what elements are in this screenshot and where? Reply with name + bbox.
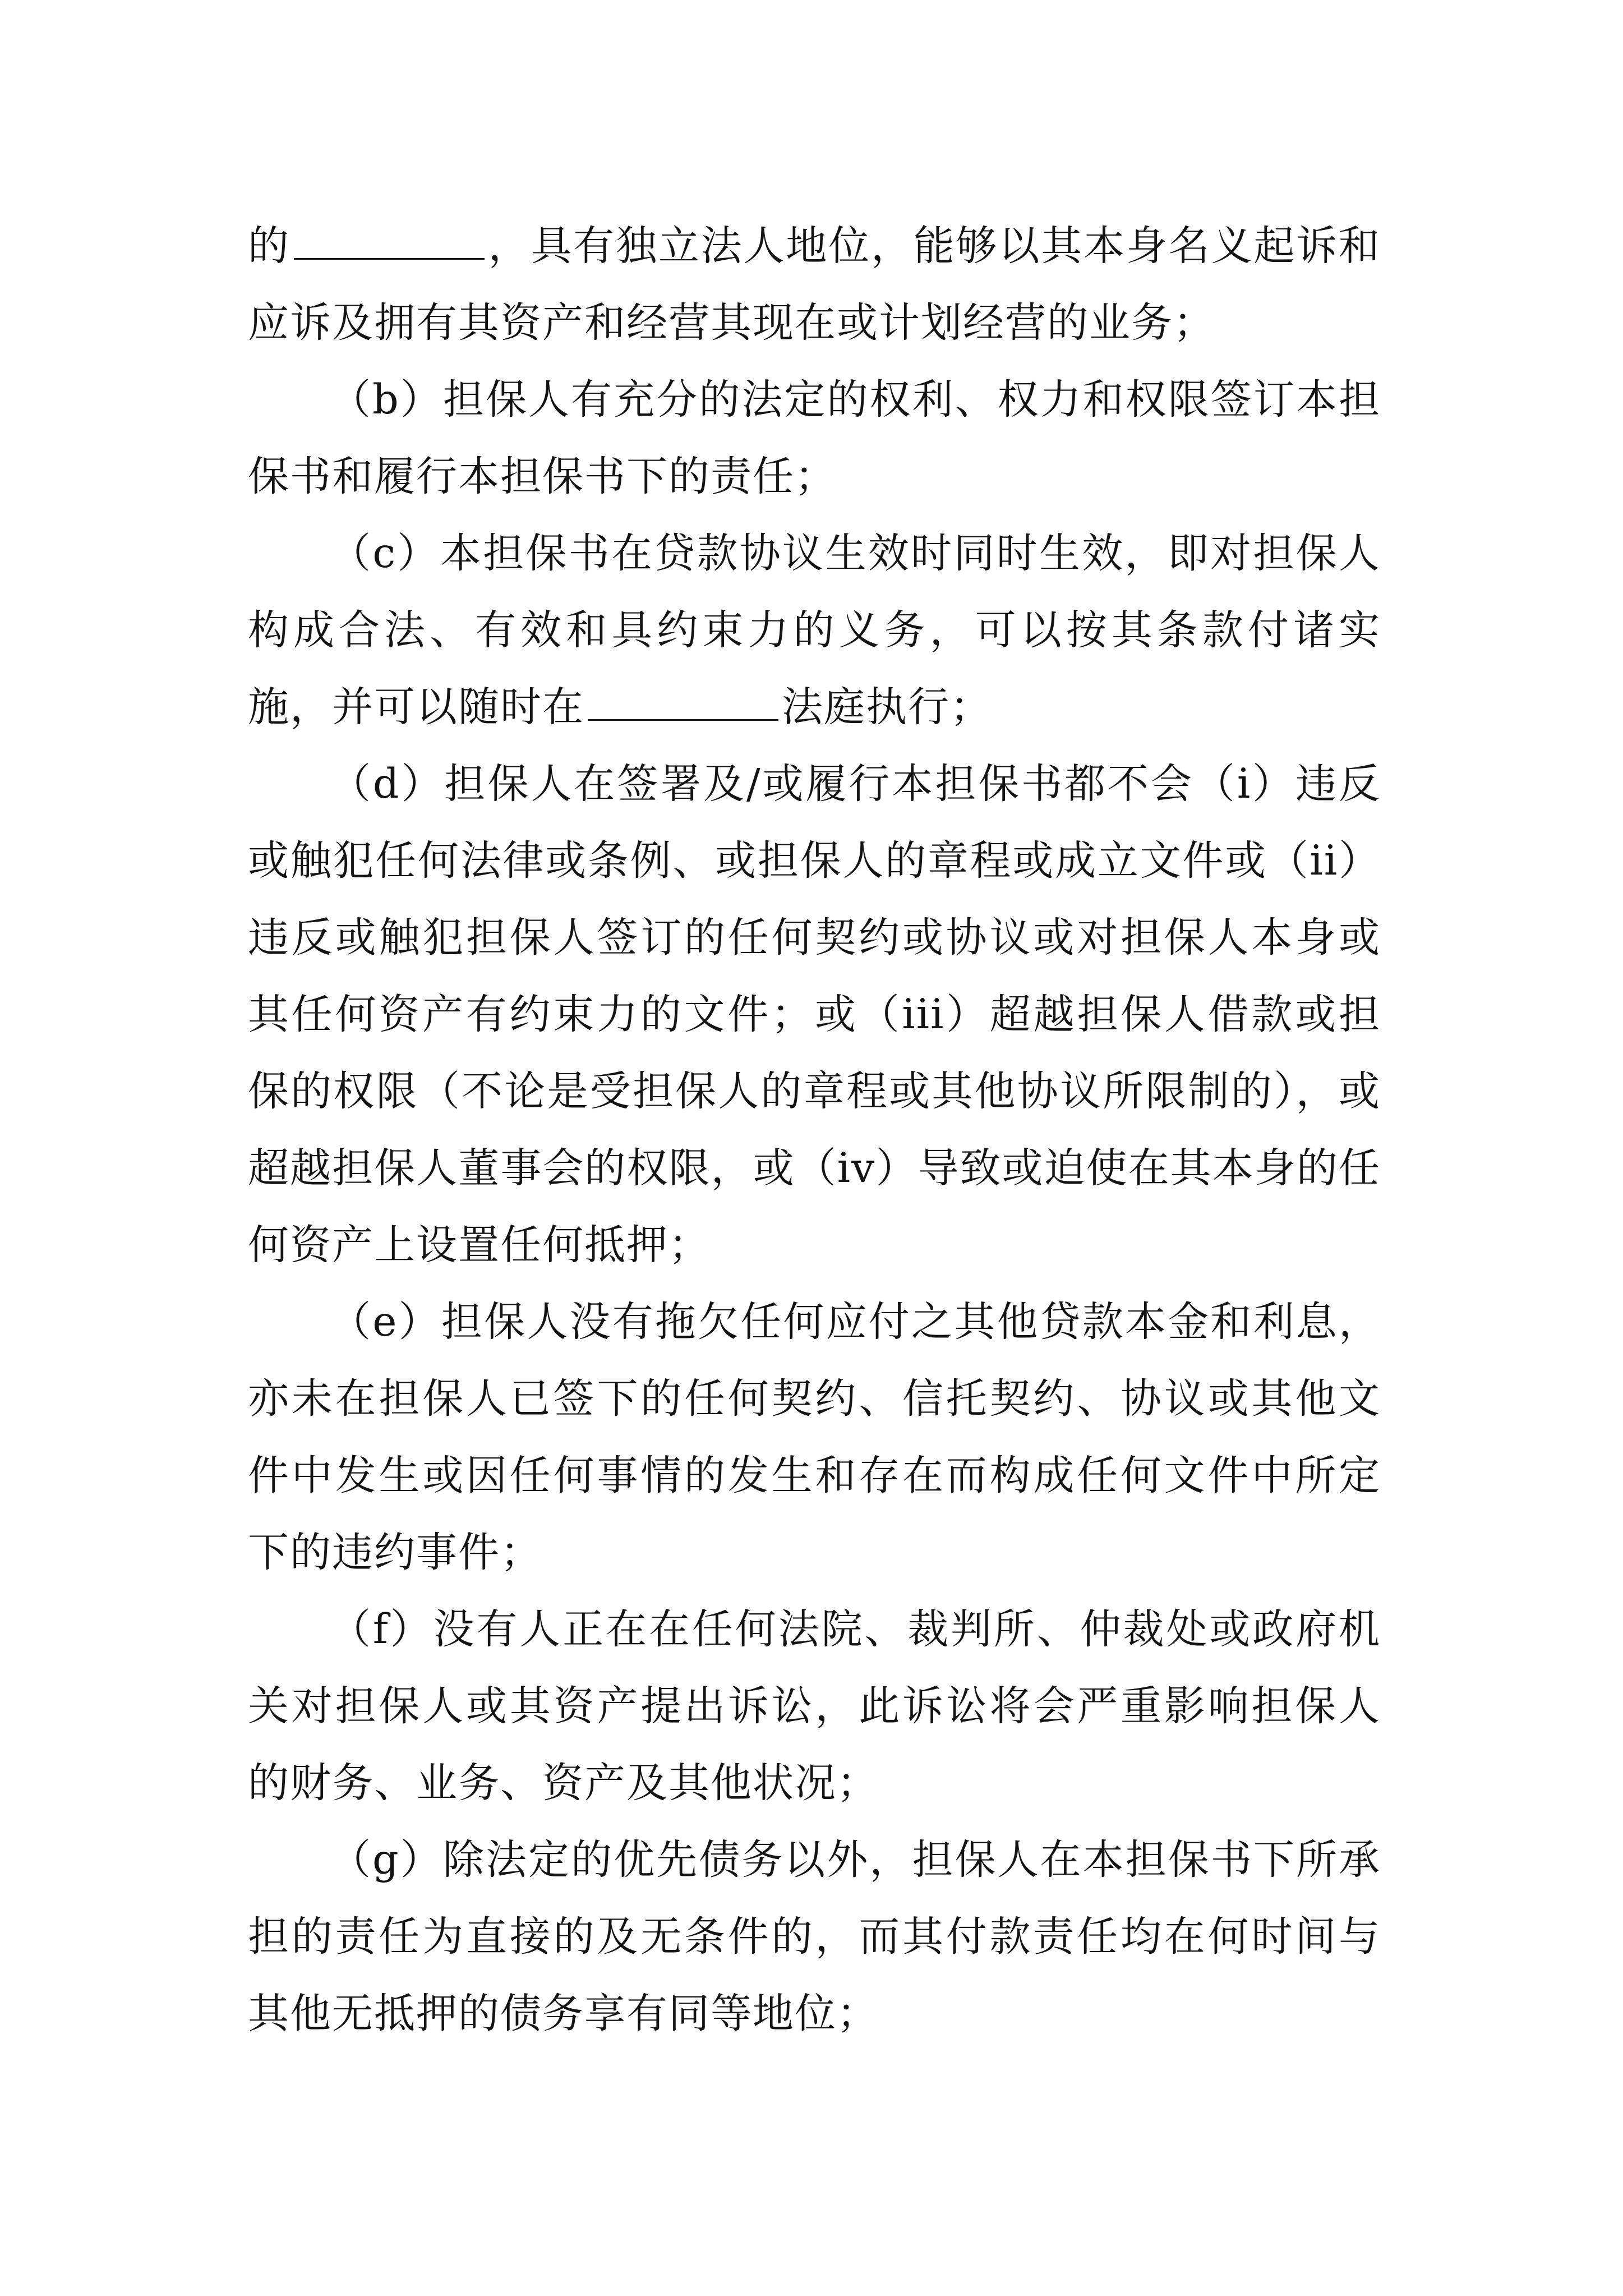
- paragraph-text: 的: [248, 222, 291, 270]
- paragraph-c: [248, 515, 1381, 746]
- paragraph-f: [248, 1591, 1381, 1821]
- document-body: [248, 208, 1381, 2052]
- paragraph-text: （f）没有人正在在任何法院、裁判所、仲裁处或政府机关对担保人或其资产提出诉讼，此诉讼将会严重影响担保人的财务、业务、资产及其他状况；: [248, 1605, 1381, 1807]
- paragraph-e: [248, 1283, 1381, 1591]
- paragraph-text: 法庭执行；: [782, 683, 992, 731]
- paragraph-text: （e）担保人没有拖欠任何应付之其他贷款本金和利息，亦未在担保人已签下的任何契约、信托契约、协议或其他文件中发生或因任何事情的发生和存在而构成任何文件中所定下的违约事件；: [248, 1298, 1381, 1576]
- paragraph-a-continuation: [248, 208, 1381, 361]
- paragraph-g: [248, 1821, 1381, 2052]
- fill-in-blank[interactable]: [588, 682, 778, 721]
- fill-in-blank[interactable]: [294, 221, 485, 260]
- paragraph-text: ，具有独立法人地位，能够以其本身名义起诉和应诉及拥有其资产和经营其现在或计划经营的业务；: [248, 222, 1381, 347]
- paragraph-b: [248, 361, 1381, 515]
- paragraph-d: [248, 746, 1381, 1283]
- paragraph-text: （b）担保人有充分的法定的权利、权力和权限签订本担保书和履行本担保书下的责任；: [248, 376, 1381, 500]
- paragraph-text: （d）担保人在签署及/或履行本担保书都不会（i）违反或触犯任何法律或条例、或担保人的章程或成立文件或（ii）违反或触犯担保人签订的任何契约或协议或对担保人本身或其任何资产有约束力的文件；或（iii）超越担保人借款或担保的权限（不论是受担保人的章程或其他协议所限制的），或超越担保人董事会的权限，或（iv）导致或迫使在其本身的任何资产上设置任何抵押；: [248, 760, 1381, 1269]
- paragraph-text: （g）除法定的优先债务以外，担保人在本担保书下所承担的责任为直接的及无条件的，而其付款责任均在何时间与其他无抵押的债务享有同等地位；: [248, 1836, 1381, 2037]
- paragraph-text: （c）本担保书在贷款协议生效时同时生效，即对担保人构成合法、有效和具约束力的义务，可以按其条款付诸实施，并可以随时在: [248, 530, 1381, 731]
